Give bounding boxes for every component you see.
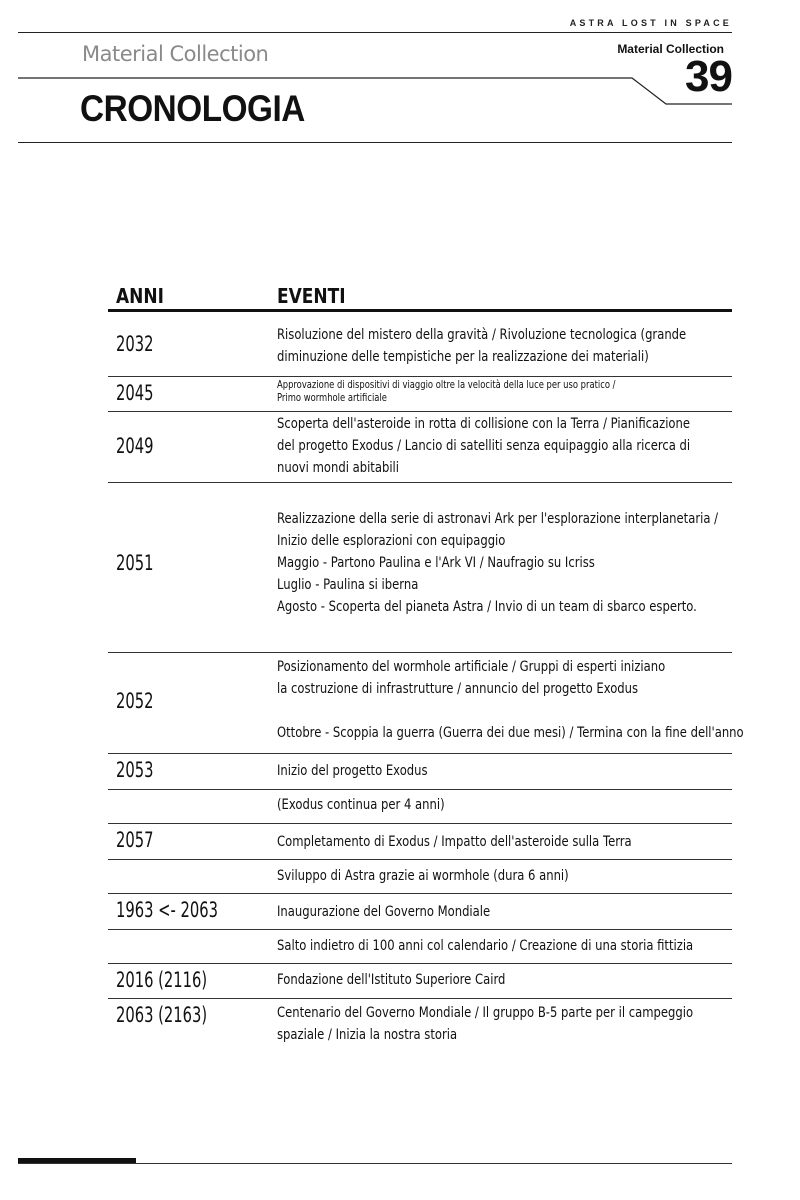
table-row [108,930,732,963]
row-events: Completamento di Exodus / Impatto dell'asteroide sulla Terra [277,834,632,850]
row-events: Posizionamento del wormhole artificiale / Gruppi di esperti iniziano la costruzione di infrastrutture / annuncio del progetto Exodus Ottobre - Scoppia la guerra (Guerra dei due mesi) / Termina con la fine dell'anno [277,659,744,741]
row-year: 1963 <- 2063 [116,898,219,922]
table-row [108,894,732,929]
page-title: CRONOLOGIA [80,88,305,129]
row-year: 2057 [116,828,154,852]
column-header-events: EVENTI [277,284,346,308]
series-title: ASTRA LOST IN SPACE [569,18,732,28]
table-row [108,964,732,998]
table-row [108,824,732,859]
row-year: 2051 [116,551,154,575]
row-events: Risoluzione del mistero della gravità / Rivoluzione tecnologica (grande diminuzione delle tempistiche per la realizzazione dei materiali) [277,327,687,365]
row-events: (Exodus continua per 4 anni) [277,797,445,813]
footer-rule [18,1163,732,1164]
row-year: 2053 [116,758,154,782]
row-year: 2032 [116,332,154,356]
row-events: Sviluppo di Astra grazie ai wormhole (dura 6 anni) [277,868,569,884]
table-row [108,483,732,652]
row-events: Scoperta dell'asteroide in rotta di collisione con la Terra / Pianificazione del progetto Exodus / Lancio di satelliti senza equipaggio alla ricerca di nuovi mondi abitabili [277,416,691,476]
row-events: Salto indietro di 100 anni col calendario / Creazione di una storia fittizia [277,938,694,954]
table-row [108,412,732,482]
row-year: 2052 [116,689,154,713]
table-row [108,754,732,789]
table-row [108,653,744,753]
row-events: Inizio del progetto Exodus [277,763,428,779]
row-events: Inaugurazione del Governo Mondiale [277,904,491,920]
row-events: Approvazione di dispositivi di viaggio oltre la velocità della luce per uso pratico / Primo wormhole artificiale [277,379,616,404]
row-year: 2016 (2116) [116,968,208,992]
row-events: Centenario del Governo Mondiale / Il gruppo B-5 parte per il campeggio spaziale / Inizia la nostra storia [277,1005,694,1043]
title-bottom-rule [18,142,732,143]
page-number: 39 [685,52,732,101]
table-row [108,790,732,823]
section-label-left: Material Collection [82,42,269,66]
section-label-right: Material Collection [617,42,724,56]
table-row [108,377,732,411]
table-row [108,999,732,1059]
row-year: 2063 (2163) [116,1003,208,1027]
row-year: 2045 [116,381,154,405]
table-row [108,312,732,376]
row-events: Realizzazione della serie di astronavi Ark per l'esplorazione interplanetaria / Inizio delle esplorazioni con equipaggio Maggio - Partono Paulina e l'Ark VI / Naufragio su Icriss Luglio - Paulina si iberna Agosto - Scoperta del pianeta Astra / Invio di un team di sbarco esperto. [277,511,719,615]
row-events: Fondazione dell'Istituto Superiore Caird [277,972,506,988]
row-year: 2049 [116,434,154,458]
column-header-years: ANNI [116,284,164,308]
table-row [108,860,732,893]
